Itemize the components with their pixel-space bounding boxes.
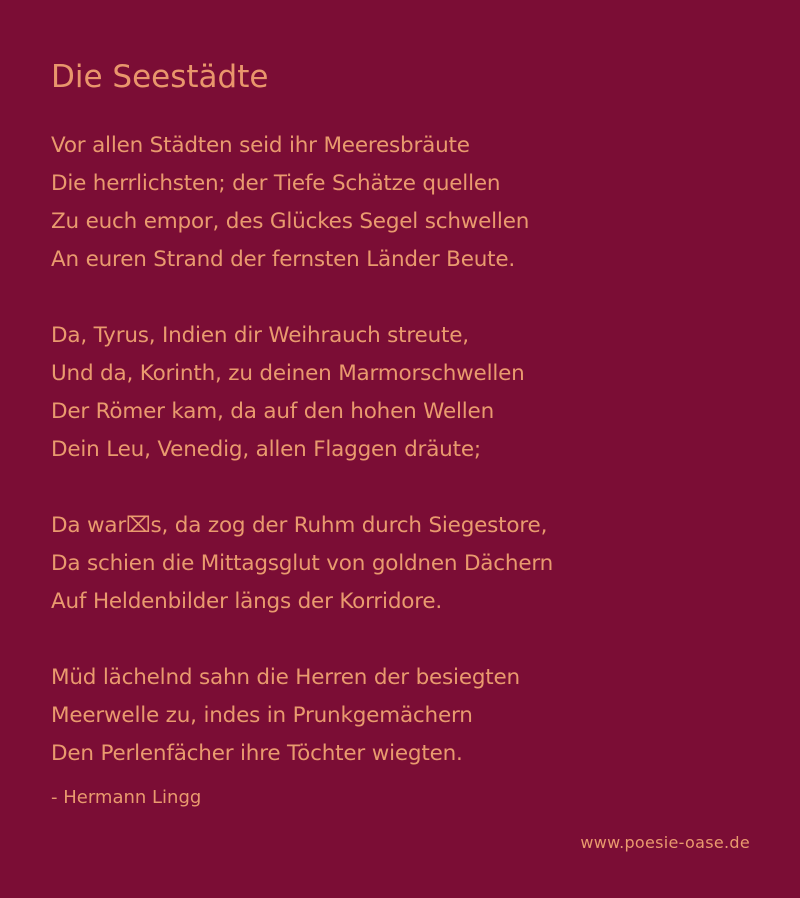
poem-line: Meerwelle zu, indes in Prunkgemächern <box>51 703 473 728</box>
poem-line: Und da, Korinth, zu deinen Marmorschwellen <box>51 361 525 386</box>
poem-line: Da, Tyrus, Indien dir Weihrauch streute, <box>51 323 469 348</box>
stanza-3 <box>51 507 771 621</box>
stanza-4 <box>51 659 771 773</box>
poem-line: Da schien die Mittagsglut von goldnen Dächern <box>51 551 554 576</box>
poem-line: Vor allen Städten seid ihr Meeresbräute <box>51 133 470 158</box>
poem-line: Der Römer kam, da auf den hohen Wellen <box>51 399 495 424</box>
poem-line: Dein Leu, Venedig, allen Flaggen dräute; <box>51 437 481 462</box>
poem-line: Zu euch empor, des Glückes Segel schwellen <box>51 209 530 234</box>
poem-line: Auf Heldenbilder längs der Korridore. <box>51 589 443 614</box>
poem-line: An euren Strand der fernsten Länder Beute. <box>51 247 516 272</box>
website-url: www.poesie-oase.de <box>580 833 750 852</box>
poem-line: Müd lächelnd sahn die Herren der besiegten <box>51 665 520 690</box>
poem-title: Die Seestädte <box>51 59 269 95</box>
poem-line: Den Perlenfächer ihre Töchter wiegten. <box>51 741 463 766</box>
poem-author: - Hermann Lingg <box>51 787 202 808</box>
stanza-2 <box>51 317 771 469</box>
stanza-1 <box>51 127 771 279</box>
poem-line: Da war⌧s, da zog der Ruhm durch Siegestore, <box>51 513 548 538</box>
poem-body <box>51 127 771 811</box>
poem-line: Die herrlichsten; der Tiefe Schätze quellen <box>51 171 501 196</box>
